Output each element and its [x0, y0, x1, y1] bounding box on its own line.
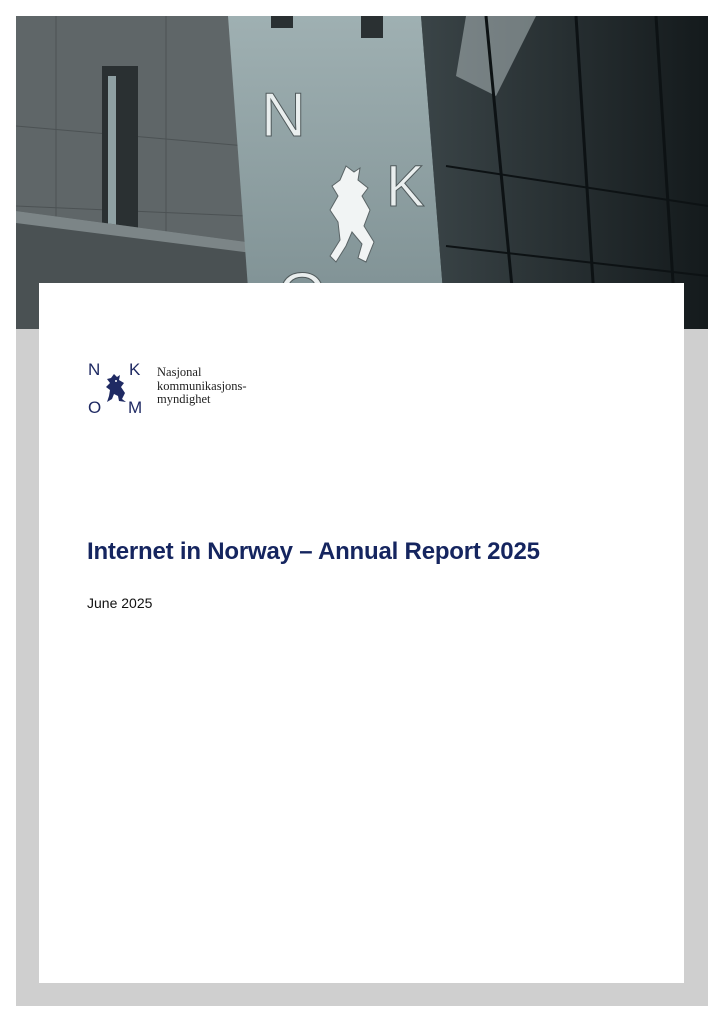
logo-letter-m: M	[128, 398, 143, 417]
logo-mark	[87, 360, 145, 418]
report-date: June 2025	[87, 595, 153, 611]
sign-letter-k: K	[386, 154, 425, 219]
logo-line-3: myndighet	[157, 392, 211, 406]
logo-letter-n: N	[88, 360, 101, 379]
logo-line-2: kommunikasjons-	[157, 378, 247, 393]
sign-letter-n: N	[261, 81, 306, 150]
report-title: Internet in Norway – Annual Report 2025	[87, 538, 540, 565]
norwegian-lion-crest-icon	[105, 374, 127, 402]
logo-letter-o: O	[88, 398, 102, 417]
logo-line-1: Nasjonal	[157, 365, 202, 379]
logo-wordmark	[157, 366, 247, 407]
logo-letter-k: K	[129, 360, 141, 379]
nkom-logo	[87, 360, 277, 420]
